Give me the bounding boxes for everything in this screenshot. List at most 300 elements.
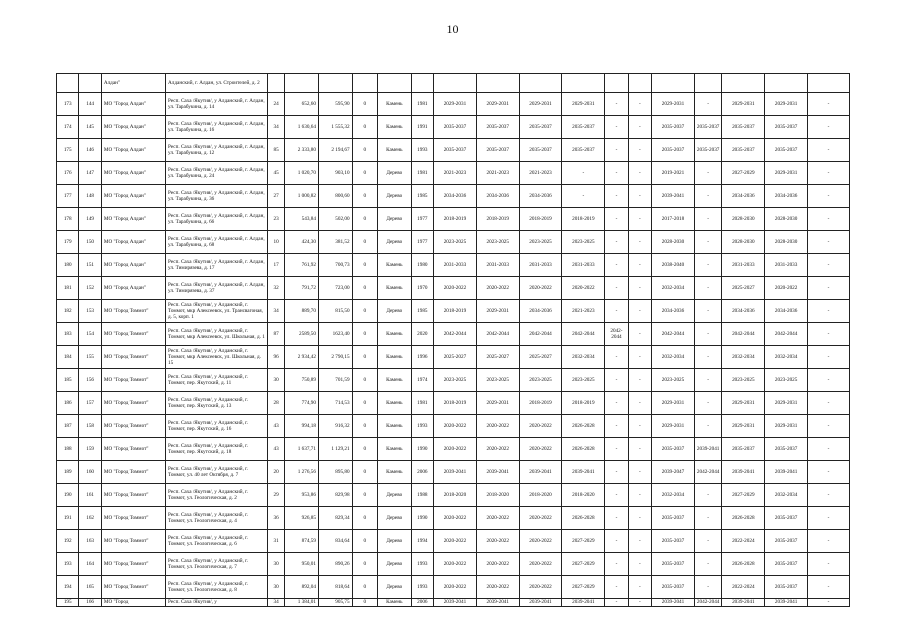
cell-work-roof: 2035-2037 <box>434 139 477 162</box>
cell-work-basement: 2023-2025 <box>562 369 605 392</box>
cell-wall-material: Камень <box>378 346 412 369</box>
cell-work-other: - <box>808 461 850 484</box>
cell-work-elevator-shaft: - <box>628 254 651 277</box>
cell-unused: 0 <box>352 300 377 323</box>
cell-work-other: - <box>808 553 850 576</box>
cell-unused: 0 <box>352 599 377 607</box>
cell-row-number: 190 <box>57 484 79 507</box>
cell-work-sewer: 2035-2037 <box>765 438 808 461</box>
cell-work-roof: 2031-2033 <box>434 254 477 277</box>
cell-empty <box>378 74 412 93</box>
cell-apartments: 24 <box>267 93 284 116</box>
cell-work-sewer: 2020-2022 <box>765 277 808 300</box>
cell-address: Респ. Саха /Якутия/, у Алданский, г. Алдан, ул. Тарабукина, д. 24 <box>166 162 268 185</box>
cell-wall-material: Дерево <box>378 553 412 576</box>
cell-address: Респ. Саха /Якутия/, у Алданский, г. Томмот, ул. 40 лет Октября, д. 7 <box>166 461 268 484</box>
cell-row-number: 175 <box>57 139 79 162</box>
cell-work-elevator-shaft: - <box>628 507 651 530</box>
cell-work-facade: 2018-2019 <box>476 208 519 231</box>
cell-address: Респ. Саха /Якутия/, у Алданский, г. Томмот, мкр Алексеевск, ул. Школьная, д. 1 <box>166 323 268 346</box>
cell-apartments: 34 <box>267 116 284 139</box>
cell-work-heating: 2038-2040 <box>652 254 695 277</box>
cell-work-elevator-shaft: - <box>628 438 651 461</box>
cell-total-area: 774,90 <box>285 392 319 415</box>
cell-house-number: 160 <box>79 461 101 484</box>
cell-address: Респ. Саха /Якутия/, у Алданский, г. Алдан, ул. Тарабукина, д. 68 <box>166 231 268 254</box>
cell-unused: 0 <box>352 507 377 530</box>
cell-apartments: 34 <box>267 300 284 323</box>
cell-work-basement: - <box>562 162 605 185</box>
table-row <box>57 93 850 116</box>
cell-work-other: - <box>808 576 850 599</box>
cell-living-area: 916,32 <box>318 415 352 438</box>
cell-work-sewer: 2039-2041 <box>765 599 808 607</box>
cell-work-sewer: 2035-2037 <box>765 530 808 553</box>
cell-work-other: - <box>808 369 850 392</box>
cell-address: Респ. Саха /Якутия/, у Алданский, г. Алдан, ул. Тимирязева, д. 17 <box>166 254 268 277</box>
cell-house-number: 162 <box>79 507 101 530</box>
cell-work-elevator-shaft: - <box>628 162 651 185</box>
cell-living-area: 723,00 <box>318 277 352 300</box>
cell-work-basement: 2018-2019 <box>562 392 605 415</box>
cell-year-built: 1980 <box>411 254 433 277</box>
cell-row-number: 180 <box>57 254 79 277</box>
cell-work-elevator: - <box>605 185 628 208</box>
cell-work-elevator-shaft: - <box>628 300 651 323</box>
cell-work-facade: 2020-2022 <box>476 277 519 300</box>
cell-living-area: 905,75 <box>318 599 352 607</box>
cell-unused: 0 <box>352 93 377 116</box>
cell-total-area: 1 630,64 <box>285 116 319 139</box>
cell-work-other: - <box>808 162 850 185</box>
cell-empty <box>79 74 101 93</box>
cell-work-facade: 2023-2025 <box>476 231 519 254</box>
cell-work-roof: 2018-2019 <box>434 208 477 231</box>
cell-empty <box>476 74 519 93</box>
cell-work-heating: 2039-2041 <box>652 599 695 607</box>
cell-year-built: 1985 <box>411 185 433 208</box>
cell-work-gas: - <box>694 346 722 369</box>
cell-work-engineering: 2025-2027 <box>519 346 562 369</box>
cell-work-gas: - <box>694 231 722 254</box>
cell-work-other: - <box>808 185 850 208</box>
cell-apartments: 29 <box>267 484 284 507</box>
cell-work-heating: 2035-2037 <box>652 507 695 530</box>
cell-work-water: 2023-2025 <box>722 369 765 392</box>
cell-total-area: 761,92 <box>285 254 319 277</box>
cell-wall-material: Дерево <box>378 576 412 599</box>
cell-unused: 0 <box>352 231 377 254</box>
cell-work-basement: 2031-2033 <box>562 254 605 277</box>
cell-wall-material: Камень <box>378 438 412 461</box>
cell-work-basement: 2039-2041 <box>562 461 605 484</box>
table-row <box>57 139 850 162</box>
cell-work-water: 2027-2029 <box>722 484 765 507</box>
cell-address: Респ. Саха /Якутия/, у <box>166 599 268 607</box>
cell-wall-material: Камень <box>378 392 412 415</box>
cell-year-built: 1993 <box>411 553 433 576</box>
cell-empty <box>628 74 651 93</box>
cell-work-basement: 2035-2037 <box>562 139 605 162</box>
cell-total-area: 892,04 <box>285 576 319 599</box>
cell-work-sewer: 2023-2025 <box>765 369 808 392</box>
cell-unused: 0 <box>352 162 377 185</box>
cell-work-heating: 2029-2031 <box>652 93 695 116</box>
cell-work-water: 2035-2037 <box>722 116 765 139</box>
cell-work-elevator: - <box>605 208 628 231</box>
cell-work-elevator: 2042-2044 <box>605 323 628 346</box>
cell-municipality: МО "Город Алдан" <box>101 208 165 231</box>
table-row <box>57 346 850 369</box>
cell-work-heating: 2032-2034 <box>652 346 695 369</box>
cell-row-number: 193 <box>57 553 79 576</box>
cell-work-other: - <box>808 231 850 254</box>
cell-total-area: 953,86 <box>285 484 319 507</box>
cell-work-elevator: - <box>605 231 628 254</box>
cell-total-area: 1 020,70 <box>285 162 319 185</box>
cell-work-sewer: 2035-2037 <box>765 576 808 599</box>
cell-work-other: - <box>808 277 850 300</box>
cell-work-elevator-shaft: - <box>628 553 651 576</box>
cell-work-elevator: - <box>605 162 628 185</box>
cell-work-sewer: 2035-2037 <box>765 116 808 139</box>
housing-register-table <box>56 73 850 607</box>
cell-unused: 0 <box>352 208 377 231</box>
table-row <box>57 484 850 507</box>
cell-unused: 0 <box>352 438 377 461</box>
cell-work-other: - <box>808 254 850 277</box>
table-body <box>57 74 850 607</box>
cell-year-built: 1993 <box>411 415 433 438</box>
cell-unused: 0 <box>352 553 377 576</box>
cell-address: Алданский, г. Алдан, ул. Строителей, д. 2 <box>166 74 268 93</box>
cell-work-water: 2025-2027 <box>722 277 765 300</box>
table-row <box>57 208 850 231</box>
table-row <box>57 277 850 300</box>
cell-work-facade: 2025-2027 <box>476 346 519 369</box>
cell-living-area: 2 194,67 <box>318 139 352 162</box>
cell-municipality: МО "Город Алдан" <box>101 139 165 162</box>
cell-total-area: 889,70 <box>285 300 319 323</box>
cell-total-area: 750,89 <box>285 369 319 392</box>
cell-municipality: МО "Город Алдан" <box>101 162 165 185</box>
cell-work-heating: 2035-2037 <box>652 438 695 461</box>
cell-address: Респ. Саха /Якутия/, у Алданский, г. Томмот, мкр Алексеевск, ул. Школьная, д. 15 <box>166 346 268 369</box>
cell-work-elevator-shaft: - <box>628 576 651 599</box>
cell-work-roof: 2018-2019 <box>434 392 477 415</box>
cell-house-number: 151 <box>79 254 101 277</box>
cell-work-sewer: 2029-2031 <box>765 392 808 415</box>
cell-unused: 0 <box>352 484 377 507</box>
cell-work-water: 2032-2034 <box>722 346 765 369</box>
cell-empty <box>765 74 808 93</box>
cell-work-basement: 2026-2028 <box>562 507 605 530</box>
cell-work-water: 2028-2030 <box>722 208 765 231</box>
cell-empty <box>411 74 433 93</box>
cell-row-number: 174 <box>57 116 79 139</box>
cell-apartments: 17 <box>267 254 284 277</box>
cell-work-facade: 2020-2022 <box>476 576 519 599</box>
table-row <box>57 415 850 438</box>
cell-apartments: 30 <box>267 553 284 576</box>
cell-work-other: - <box>808 438 850 461</box>
cell-apartments: 43 <box>267 438 284 461</box>
cell-row-number: 173 <box>57 93 79 116</box>
cell-work-sewer: 2034-2036 <box>765 300 808 323</box>
cell-wall-material: Камень <box>378 93 412 116</box>
cell-row-number: 186 <box>57 392 79 415</box>
cell-year-built: 1991 <box>411 116 433 139</box>
cell-work-roof: 2020-2022 <box>434 507 477 530</box>
cell-municipality: МО "Город Алдан" <box>101 277 165 300</box>
cell-work-engineering: 2020-2022 <box>519 507 562 530</box>
cell-work-heating: 2042-2044 <box>652 323 695 346</box>
cell-wall-material: Дерево <box>378 300 412 323</box>
cell-work-elevator: - <box>605 415 628 438</box>
cell-house-number: 154 <box>79 323 101 346</box>
cell-work-basement: 2026-2028 <box>562 438 605 461</box>
table-row <box>57 116 850 139</box>
table-row <box>57 185 850 208</box>
cell-living-area: 2 790,15 <box>318 346 352 369</box>
cell-work-engineering: 2020-2022 <box>519 576 562 599</box>
cell-work-water: 2031-2033 <box>722 254 765 277</box>
cell-house-number: 156 <box>79 369 101 392</box>
cell-work-elevator-shaft: - <box>628 392 651 415</box>
cell-living-area: 815,50 <box>318 300 352 323</box>
cell-house-number: 150 <box>79 231 101 254</box>
cell-empty <box>285 74 319 93</box>
cell-municipality: МО "Город Томмот" <box>101 415 165 438</box>
cell-work-basement: 2026-2028 <box>562 415 605 438</box>
cell-apartments: 30 <box>267 369 284 392</box>
cell-total-area: 926,85 <box>285 507 319 530</box>
cell-living-area: 502,00 <box>318 208 352 231</box>
cell-work-elevator-shaft: - <box>628 530 651 553</box>
cell-empty <box>267 74 284 93</box>
cell-work-water: 2022-2024 <box>722 530 765 553</box>
cell-work-basement: 2018-2020 <box>562 484 605 507</box>
cell-row-number: 182 <box>57 300 79 323</box>
cell-year-built: 1990 <box>411 507 433 530</box>
cell-living-area: 834,64 <box>318 530 352 553</box>
cell-work-facade: 2018-2020 <box>476 484 519 507</box>
cell-empty <box>722 74 765 93</box>
cell-municipality: МО "Город Томмот" <box>101 576 165 599</box>
cell-total-area: 950,01 <box>285 553 319 576</box>
cell-work-basement: 2042-2044 <box>562 323 605 346</box>
cell-address: Респ. Саха /Якутия/, у Алданский, г. Алдан, ул. Тарабукина, д. 14 <box>166 93 268 116</box>
cell-work-basement: 2027-2029 <box>562 530 605 553</box>
cell-total-area: 1 000,82 <box>285 185 319 208</box>
cell-municipality: МО "Город Томмот" <box>101 461 165 484</box>
cell-work-roof: 2035-2037 <box>434 116 477 139</box>
cell-house-number: 163 <box>79 530 101 553</box>
cell-apartments: 27 <box>267 185 284 208</box>
cell-work-engineering: 2020-2022 <box>519 415 562 438</box>
cell-work-gas: - <box>694 162 722 185</box>
cell-work-elevator: - <box>605 369 628 392</box>
cell-house-number: 158 <box>79 415 101 438</box>
cell-work-gas: - <box>694 208 722 231</box>
cell-work-roof: 2020-2022 <box>434 438 477 461</box>
cell-living-area: 829,98 <box>318 484 352 507</box>
cell-living-area: 895,80 <box>318 461 352 484</box>
cell-wall-material: Камень <box>378 277 412 300</box>
cell-work-gas: - <box>694 392 722 415</box>
cell-work-other: - <box>808 116 850 139</box>
cell-work-heating: 2034-2036 <box>652 300 695 323</box>
cell-unused: 0 <box>352 415 377 438</box>
cell-total-area: 1 276,56 <box>285 461 319 484</box>
cell-work-gas: - <box>694 277 722 300</box>
cell-empty <box>808 74 850 93</box>
cell-work-engineering: 2029-2031 <box>519 93 562 116</box>
cell-work-gas: - <box>694 553 722 576</box>
cell-row-number: 187 <box>57 415 79 438</box>
cell-work-engineering: 2035-2037 <box>519 139 562 162</box>
cell-row-number: 191 <box>57 507 79 530</box>
cell-house-number: 146 <box>79 139 101 162</box>
cell-work-elevator-shaft: - <box>628 461 651 484</box>
cell-work-engineering: 2034-2036 <box>519 300 562 323</box>
cell-work-roof: 2021-2023 <box>434 162 477 185</box>
cell-work-engineering: 2020-2022 <box>519 553 562 576</box>
cell-apartments: 43 <box>267 415 284 438</box>
cell-year-built: 1974 <box>411 369 433 392</box>
cell-work-water: 2035-2037 <box>722 438 765 461</box>
cell-total-area: 1 637,71 <box>285 438 319 461</box>
cell-work-roof: 2020-2022 <box>434 576 477 599</box>
cell-work-roof: 2029-2031 <box>434 93 477 116</box>
cell-address: Респ. Саха /Якутия/, у Алданский, г. Алдан, ул. Тарабукина, д. 12 <box>166 139 268 162</box>
cell-work-other: - <box>808 507 850 530</box>
cell-work-roof: 2020-2022 <box>434 530 477 553</box>
cell-year-built: 2020 <box>411 323 433 346</box>
cell-unused: 0 <box>352 461 377 484</box>
cell-work-facade: 2020-2022 <box>476 553 519 576</box>
cell-work-other: - <box>808 93 850 116</box>
table-row-continuation <box>57 74 850 93</box>
cell-work-gas: - <box>694 415 722 438</box>
cell-unused: 0 <box>352 139 377 162</box>
cell-apartments: 23 <box>267 208 284 231</box>
cell-apartments: 45 <box>267 162 284 185</box>
cell-address: Респ. Саха /Якутия/, у Алданский, г. Алдан, ул. Тимирязева, д. 37 <box>166 277 268 300</box>
cell-address: Респ. Саха /Якутия/, у Алданский, г. Томмот, ул. Геологическая, д. 8 <box>166 576 268 599</box>
cell-address: Респ. Саха /Якутия/, у Алданский, г. Алдан, ул. Тарабукина, д. 36 <box>166 185 268 208</box>
cell-living-area: 1 129,21 <box>318 438 352 461</box>
cell-work-basement: 2039-2041 <box>562 599 605 607</box>
cell-work-elevator-shaft: - <box>628 93 651 116</box>
cell-living-area: 714,53 <box>318 392 352 415</box>
cell-work-water: 2028-2030 <box>722 231 765 254</box>
cell-row-number: 194 <box>57 576 79 599</box>
cell-work-sewer: 2032-2034 <box>765 484 808 507</box>
cell-wall-material: Камень <box>378 254 412 277</box>
cell-work-elevator: - <box>605 346 628 369</box>
cell-address: Респ. Саха /Якутия/, у Алданский, г. Томмот, ул. Геологическая, д. 2 <box>166 484 268 507</box>
cell-apartments: 32 <box>267 277 284 300</box>
cell-work-elevator-shaft: - <box>628 323 651 346</box>
table-row <box>57 530 850 553</box>
cell-house-number: 144 <box>79 93 101 116</box>
cell-work-basement: 2020-2022 <box>562 277 605 300</box>
cell-row-number: 178 <box>57 208 79 231</box>
cell-work-elevator-shaft: - <box>628 231 651 254</box>
cell-work-gas: - <box>694 507 722 530</box>
cell-work-engineering: 2035-2037 <box>519 116 562 139</box>
cell-work-gas: - <box>694 185 722 208</box>
cell-work-facade: 2020-2022 <box>476 507 519 530</box>
cell-total-area: 543,84 <box>285 208 319 231</box>
cell-work-facade: 2020-2022 <box>476 438 519 461</box>
cell-work-roof: 2039-2041 <box>434 599 477 607</box>
cell-work-other: - <box>808 346 850 369</box>
cell-work-other: - <box>808 323 850 346</box>
cell-work-roof: 2039-2041 <box>434 461 477 484</box>
cell-work-roof: 2023-2025 <box>434 231 477 254</box>
cell-living-area: 903,10 <box>318 162 352 185</box>
cell-total-area: 791,72 <box>285 277 319 300</box>
cell-work-elevator: - <box>605 277 628 300</box>
cell-work-facade: 2034-2036 <box>476 185 519 208</box>
cell-work-sewer: 2029-2031 <box>765 415 808 438</box>
cell-work-basement: - <box>562 185 605 208</box>
cell-work-roof: 2042-2044 <box>434 323 477 346</box>
cell-work-facade: 2031-2033 <box>476 254 519 277</box>
table-row <box>57 392 850 415</box>
cell-municipality: МО "Город Томмот" <box>101 484 165 507</box>
cell-living-area: 829,34 <box>318 507 352 530</box>
cell-work-water: 2029-2031 <box>722 415 765 438</box>
cell-work-elevator: - <box>605 254 628 277</box>
cell-work-gas: 2039-2041 <box>694 438 722 461</box>
cell-empty <box>694 74 722 93</box>
cell-work-elevator-shaft: - <box>628 185 651 208</box>
cell-work-elevator-shaft: - <box>628 346 651 369</box>
cell-municipality: Алдан" <box>101 74 165 93</box>
cell-row-number: 181 <box>57 277 79 300</box>
cell-unused: 0 <box>352 392 377 415</box>
cell-work-other: - <box>808 530 850 553</box>
cell-work-engineering: 2031-2033 <box>519 254 562 277</box>
cell-row-number: 192 <box>57 530 79 553</box>
cell-work-sewer: 2035-2037 <box>765 507 808 530</box>
cell-living-area: 890,26 <box>318 553 352 576</box>
cell-wall-material: Дерево <box>378 185 412 208</box>
cell-year-built: 1988 <box>411 484 433 507</box>
cell-wall-material: Дерево <box>378 162 412 185</box>
cell-unused: 0 <box>352 185 377 208</box>
cell-work-sewer: 2032-2034 <box>765 346 808 369</box>
cell-wall-material: Дерево <box>378 530 412 553</box>
table-row <box>57 254 850 277</box>
cell-living-area: 1623,40 <box>318 323 352 346</box>
cell-year-built: 1977 <box>411 231 433 254</box>
cell-municipality: МО "Город <box>101 599 165 607</box>
cell-work-heating: 2032-2034 <box>652 277 695 300</box>
cell-municipality: МО "Город Алдан" <box>101 254 165 277</box>
cell-address: Респ. Саха /Якутия/, у Алданский, г. Томмот, пер. Якутский, д. 13 <box>166 392 268 415</box>
cell-living-area: 818,64 <box>318 576 352 599</box>
cell-work-water: 2039-2041 <box>722 461 765 484</box>
cell-work-water: 2029-2031 <box>722 392 765 415</box>
cell-work-facade: 2042-2044 <box>476 323 519 346</box>
cell-row-number: 195 <box>57 599 79 607</box>
cell-work-basement: 2018-2019 <box>562 208 605 231</box>
cell-work-other: - <box>808 139 850 162</box>
